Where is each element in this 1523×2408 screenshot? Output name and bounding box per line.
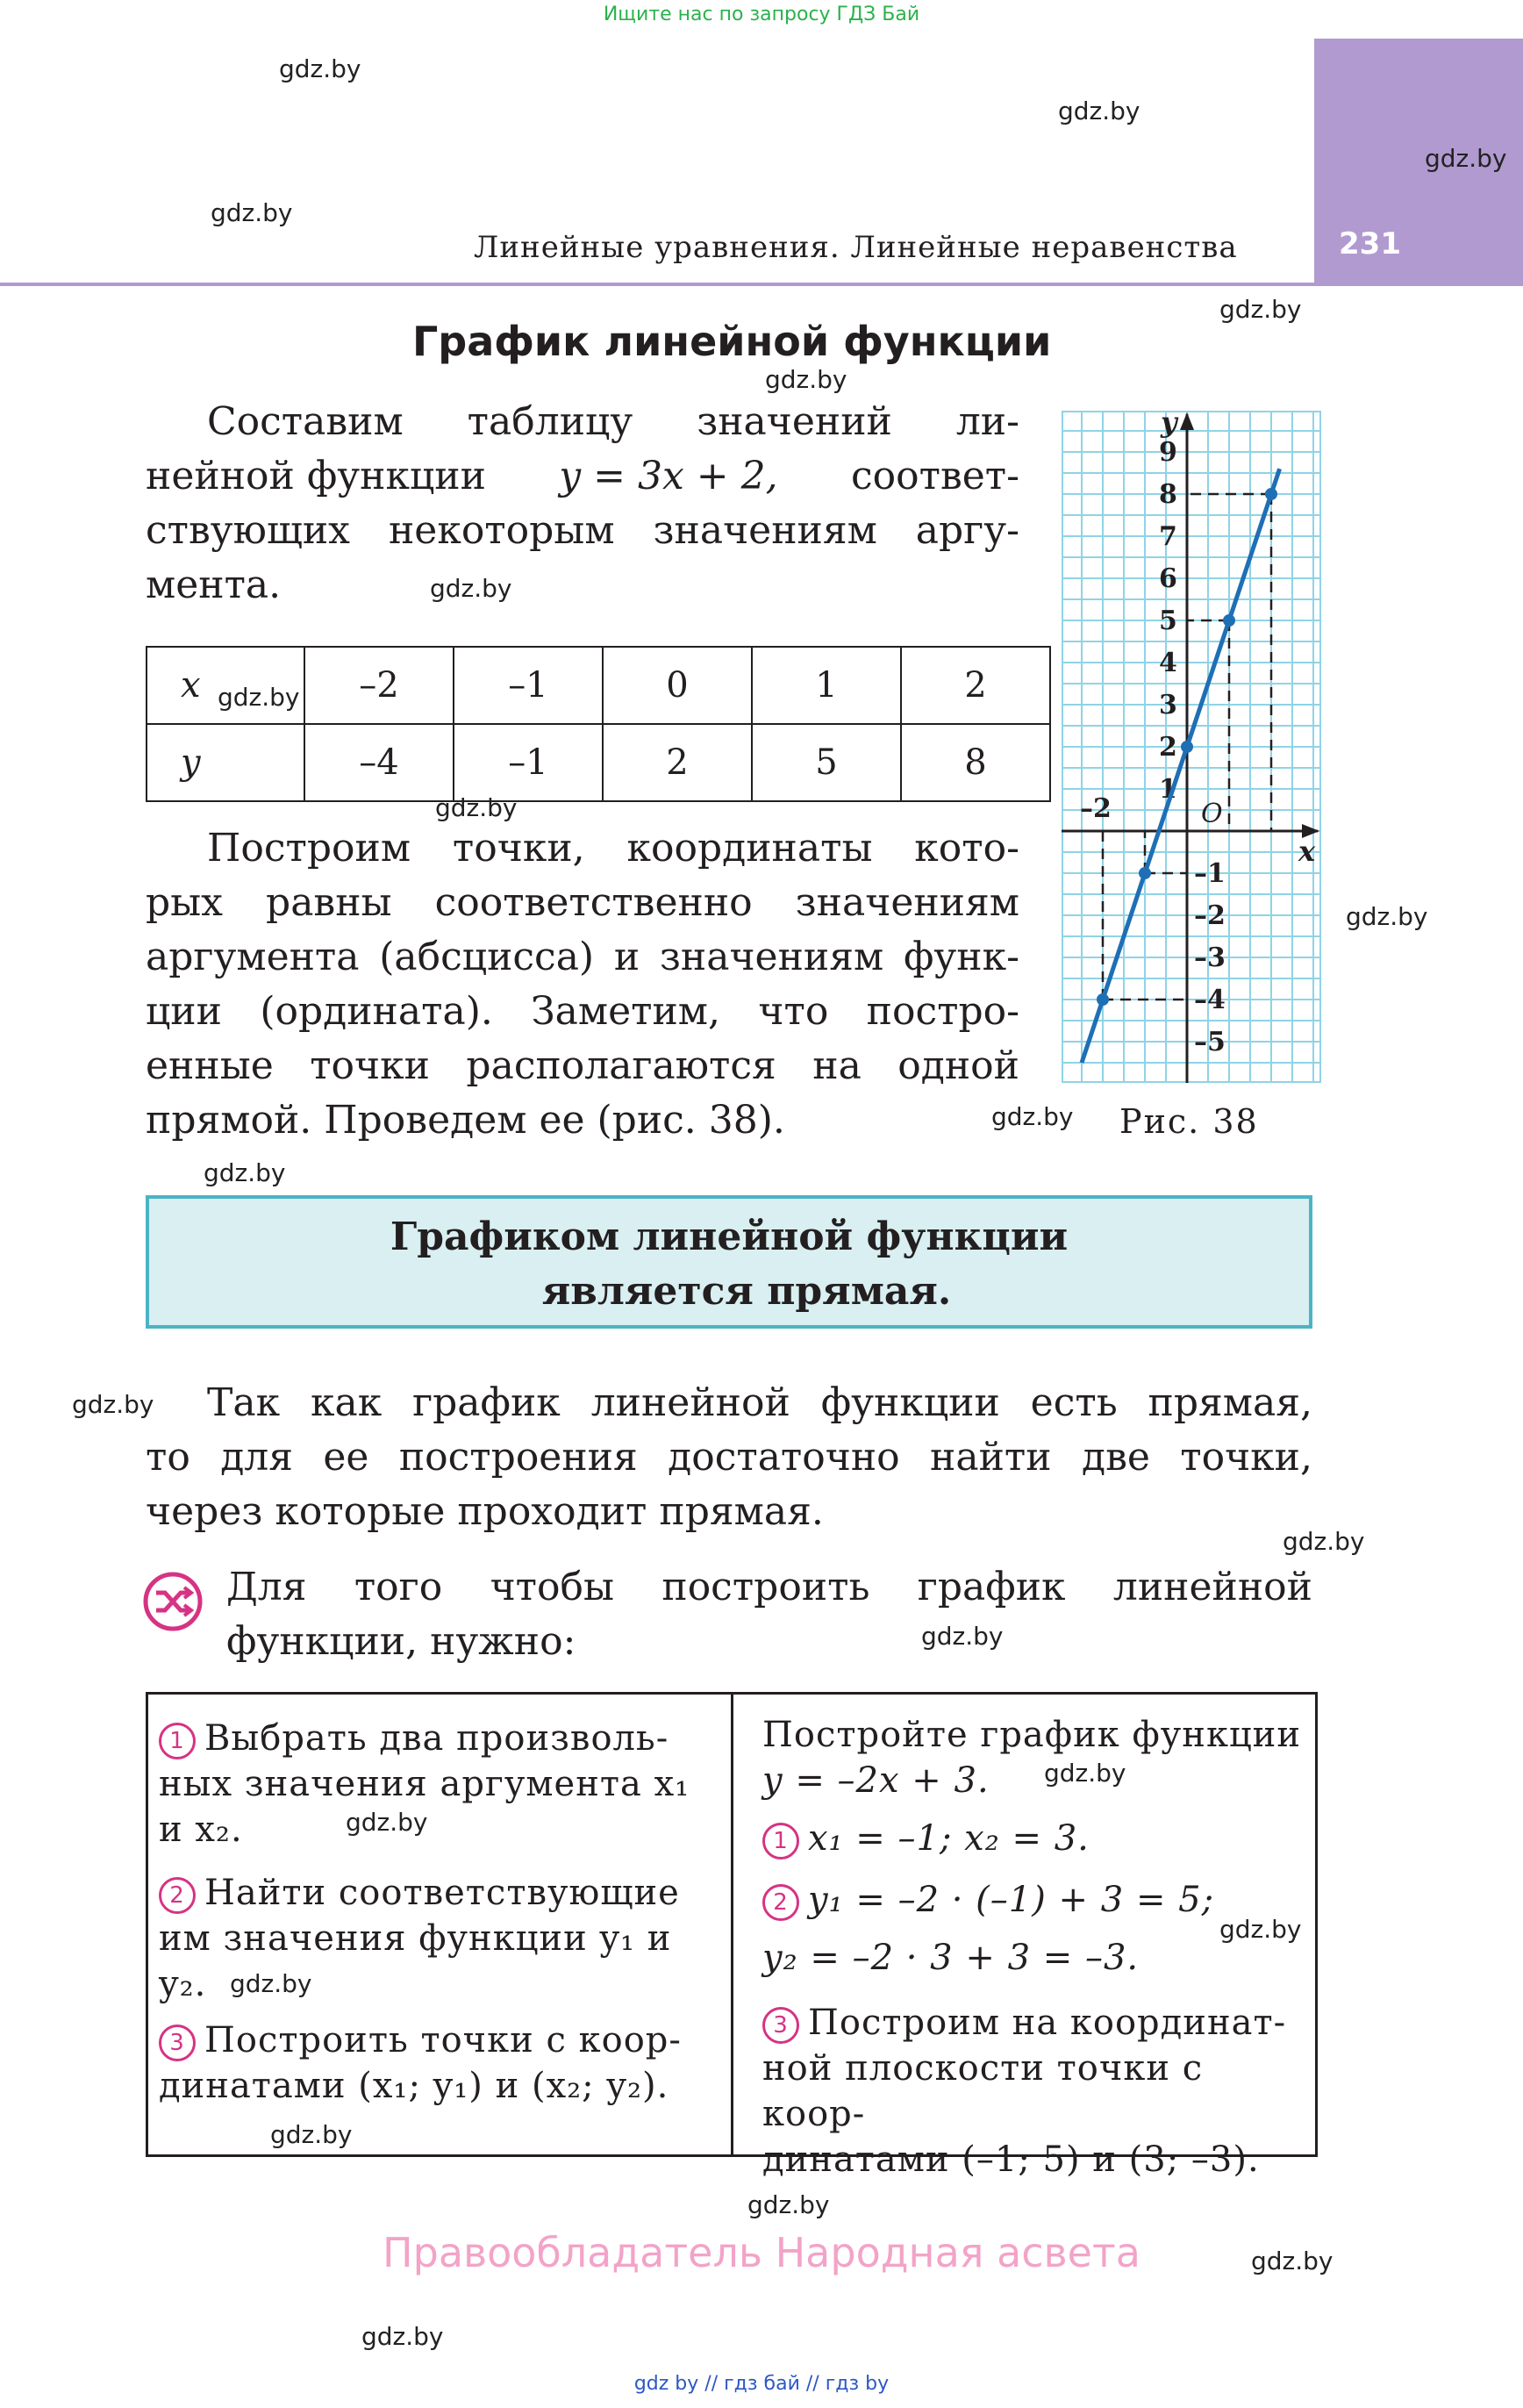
- table-header-y: y: [147, 724, 304, 801]
- figure-caption: Рис. 38: [1119, 1102, 1259, 1141]
- column-divider: [731, 1695, 733, 2154]
- table-cell: 0: [603, 647, 752, 724]
- data-point: [1265, 488, 1277, 500]
- y-tick-label: 1: [1159, 774, 1177, 805]
- task-line: Постройте график функции: [762, 1715, 1301, 1755]
- y-tick-label: 4: [1159, 648, 1177, 678]
- y-tick-label: 8: [1159, 479, 1177, 510]
- y-tick-label: 7: [1159, 521, 1177, 552]
- y-tick-label: –2: [1194, 900, 1226, 931]
- table-row: [147, 724, 1050, 801]
- x-axis-label: x: [1298, 835, 1316, 868]
- paragraph-line: прямой. Проведем ее (рис. 38).: [146, 1098, 785, 1143]
- y-tick-label: 6: [1159, 563, 1177, 594]
- algorithm-intro: [226, 1560, 1312, 1669]
- y-tick-label: –1: [1194, 858, 1226, 889]
- origin-label: O: [1201, 799, 1223, 829]
- data-point: [1181, 741, 1193, 753]
- data-point: [1097, 993, 1109, 1006]
- linear-function-graph: [1062, 411, 1321, 1083]
- table-cell: –1: [454, 724, 603, 801]
- y-axis-label: y: [1161, 411, 1177, 439]
- rule-box: [146, 1195, 1312, 1329]
- watermark: gdz.by: [230, 1969, 312, 1998]
- watermark: gdz.by: [270, 2120, 353, 2149]
- figure-38: [1062, 411, 1321, 1083]
- watermark: gdz.by: [1346, 902, 1428, 931]
- step-text: Найти соответствующие: [204, 1873, 680, 1913]
- step-marker: 1: [159, 1723, 196, 1759]
- step-line: динатами (x₁; y₁) и (x₂; y₂).: [159, 2066, 669, 2106]
- step-marker: 1: [762, 1823, 799, 1860]
- watermark: gdz.by: [1425, 144, 1507, 173]
- copyright: Правообладатель Народная асвета: [383, 2229, 1140, 2276]
- paragraph-line: Построим точки, координаты кото-: [207, 826, 1019, 871]
- paragraph-line: аргумента (абсцисса) и значениям функ-: [146, 935, 1019, 979]
- top-note[interactable]: Ищите нас по запросу ГДЗ Бай: [603, 4, 920, 25]
- watermark: gdz.by: [430, 574, 512, 603]
- section-title: График линейной функции: [412, 318, 1052, 365]
- table-cell: 5: [752, 724, 901, 801]
- y-axis-arrow: [1180, 412, 1194, 430]
- intro-text: нейной функции: [146, 454, 486, 498]
- intro-formula: y = 3x + 2,: [559, 454, 778, 498]
- watermark: gdz.by: [361, 2322, 444, 2351]
- y-tick-label: 9: [1159, 437, 1177, 468]
- y-tick-label: –4: [1194, 985, 1226, 1015]
- watermark: gdz.by: [218, 683, 300, 712]
- algorithm-line: функции, нужно:: [226, 1619, 576, 1664]
- y-tick-label: 2: [1159, 732, 1177, 763]
- watermark: gdz.by: [765, 365, 847, 394]
- example-step-1: [762, 1816, 1306, 1861]
- rule-line: Графиком линейной функции: [390, 1215, 1069, 1259]
- table-cell: –1: [454, 647, 603, 724]
- rule-line: является прямая.: [541, 1269, 952, 1314]
- step-text: Построить точки с коор-: [204, 2020, 682, 2060]
- table-cell: 2: [901, 647, 1050, 724]
- watermark: gdz.by: [211, 198, 293, 227]
- y-tick-label: 5: [1159, 606, 1177, 636]
- header-rule: [0, 283, 1523, 286]
- example-text: Построим на координат-: [808, 2003, 1287, 2043]
- step-marker: 3: [762, 2007, 799, 2044]
- intro-line: Составим таблицу значений ли-: [207, 399, 1019, 444]
- step-line: y₂.: [159, 1964, 207, 2004]
- table-cell: 1: [752, 647, 901, 724]
- step-marker: 3: [159, 2025, 196, 2061]
- paragraph-line: рых равны соответственно значениям: [146, 880, 1019, 925]
- example-text: x₁ = –1; x₂ = 3.: [808, 1818, 1090, 1859]
- step-1: [159, 1716, 717, 1853]
- intro-line: [146, 449, 1019, 504]
- example-text: y₁ = –2 · (–1) + 3 = 5;: [808, 1880, 1215, 1920]
- intro-paragraph: [146, 395, 1019, 613]
- steps-table: [146, 1692, 1318, 2180]
- table-row: [147, 647, 1050, 724]
- paragraph-line: ции (ордината). Заметим, что постро-: [146, 989, 1019, 1034]
- y-tick-label: 3: [1159, 690, 1177, 720]
- example-task: [762, 1712, 1306, 1803]
- watermark: gdz.by: [279, 54, 361, 83]
- algorithm-line: Для того чтобы построить график линейной: [226, 1565, 1312, 1609]
- watermark: gdz.by: [921, 1622, 1004, 1651]
- step-line: и x₂.: [159, 1810, 243, 1850]
- step-marker: 2: [159, 1877, 196, 1914]
- page-number: 231: [1339, 226, 1401, 262]
- step-text: Выбрать два произволь-: [204, 1718, 669, 1759]
- table-header-x: x: [147, 647, 304, 724]
- paragraph-3: [146, 1376, 1312, 1539]
- watermark: gdz.by: [1219, 295, 1302, 324]
- watermark: gdz.by: [1219, 1915, 1302, 1944]
- paragraph-line: енные точки располагаются на одной: [146, 1043, 1019, 1088]
- step-line: им значения функции y₁ и: [159, 1918, 672, 1959]
- watermark: gdz.by: [204, 1158, 286, 1187]
- bottom-links[interactable]: gdz by // гдз бай // гдз by: [633, 2373, 890, 2395]
- step-line: [159, 1716, 717, 1761]
- x-tick-label: –2: [1080, 793, 1112, 824]
- intro-line: мента.: [146, 563, 282, 607]
- watermark: gdz.by: [435, 793, 518, 822]
- example-text: динатами (–1; 5) и (3; –3).: [762, 2139, 1260, 2180]
- step-3: [159, 2017, 717, 2109]
- watermark: gdz.by: [346, 1808, 428, 1837]
- value-table: [146, 646, 1051, 802]
- paragraph-line: то для ее построения достаточно найти две точки,: [146, 1435, 1312, 1480]
- example-text: y₂ = –2 · 3 + 3 = –3.: [762, 1938, 1140, 1978]
- step-2: [159, 1870, 717, 2007]
- step-line: ных значения аргумента x₁: [159, 1764, 690, 1804]
- y-tick-label: –5: [1194, 1027, 1226, 1057]
- table-cell: –2: [304, 647, 454, 724]
- intro-text: соответ-: [851, 454, 1019, 498]
- watermark: gdz.by: [1283, 1527, 1365, 1556]
- data-point: [1223, 614, 1235, 627]
- intro-line: ствующих некоторым значениям аргу-: [146, 508, 1019, 553]
- running-head: Линейные уравнения. Линейные неравенства: [474, 230, 1238, 265]
- step-marker: 2: [762, 1884, 799, 1921]
- table-cell: 2: [603, 724, 752, 801]
- table-cell: –4: [304, 724, 454, 801]
- paragraph-2: [146, 821, 1019, 1148]
- watermark: gdz.by: [1251, 2247, 1334, 2275]
- table-cell: 8: [901, 724, 1050, 801]
- example-step-2: [762, 1877, 1306, 1981]
- task-formula: y = –2x + 3.: [762, 1760, 990, 1801]
- paragraph-line: через которые проходит прямая.: [146, 1489, 824, 1534]
- watermark: gdz.by: [1044, 1759, 1126, 1788]
- watermark: gdz.by: [1058, 97, 1140, 125]
- watermark: gdz.by: [991, 1102, 1074, 1131]
- watermark: gdz.by: [747, 2190, 830, 2219]
- y-tick-label: –3: [1194, 942, 1226, 973]
- watermark: gdz.by: [72, 1390, 154, 1419]
- example-text: ной плоскости точки с коор-: [762, 2048, 1204, 2134]
- data-point: [1139, 867, 1151, 879]
- paragraph-line: Так как график линейной функции есть прямая,: [207, 1380, 1312, 1425]
- shuffle-icon: [142, 1571, 204, 1632]
- example-step-3: [762, 2000, 1306, 2182]
